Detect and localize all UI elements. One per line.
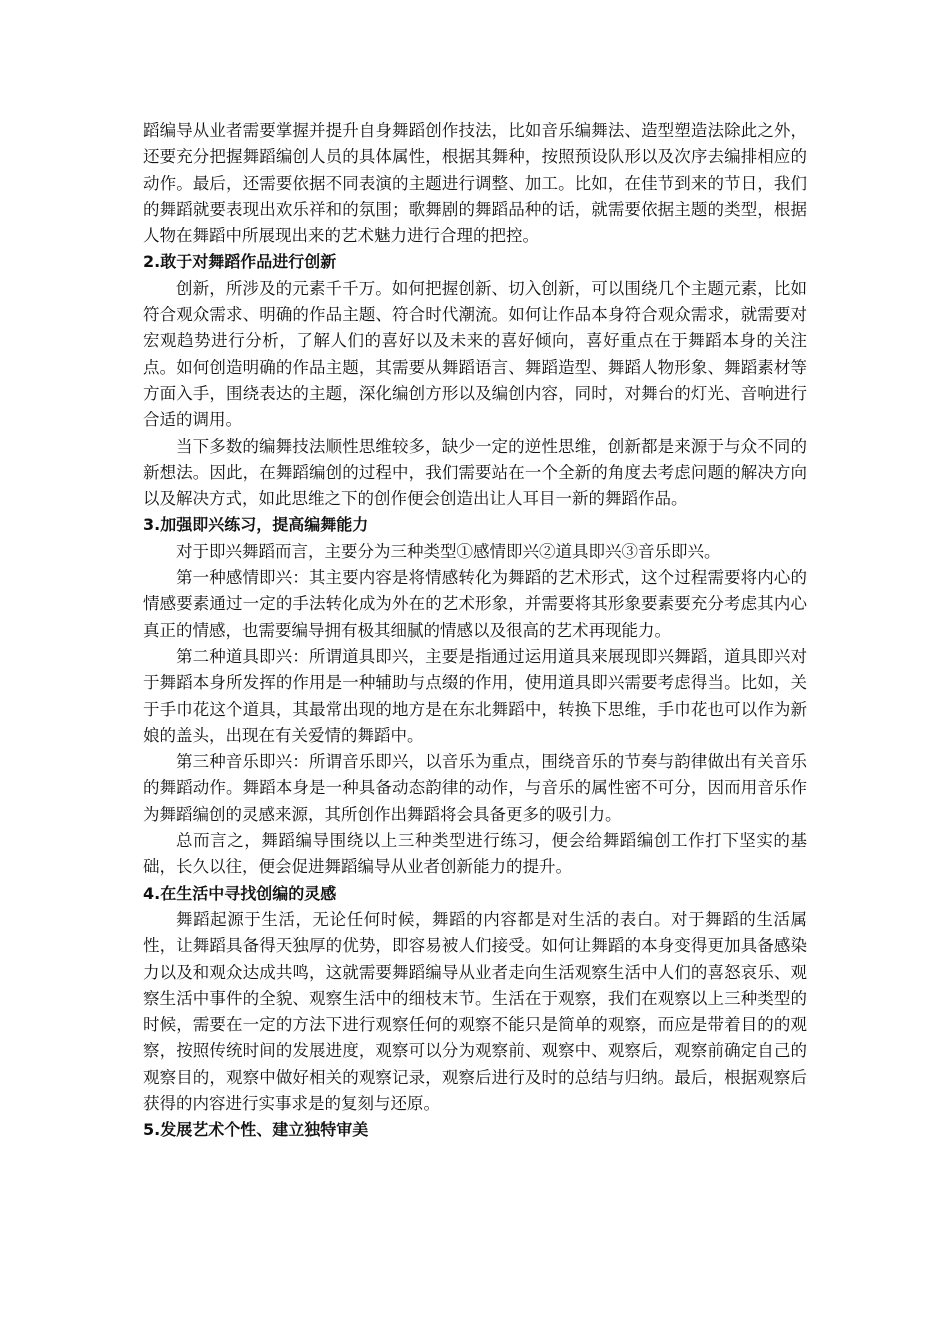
document-page (143, 118, 807, 1144)
body-paragraph: 第二种道具即兴：所谓道具即兴，主要是指通过运用道具来展现即兴舞蹈，道具即兴对于舞蹈本身所发挥的作用是一种辅助与点缀的作用，使用道具即兴需要考虑得当。比如，关于手巾花这个道具，其最常出现的地方是在东北舞蹈中，转换下思维，手巾花也可以作为新娘的盖头，出现在有关爱情的舞蹈中。 (143, 646, 807, 745)
body-paragraph: 当下多数的编舞技法顺性思维较多，缺少一定的逆性思维，创新都是来源于与众不同的新想法。因此，在舞蹈编创的过程中，我们需要站在一个全新的角度去考虑问题的解决方向以及解决方式，如此思维之下的创作便会创造出让人耳目一新的舞蹈作品。 (143, 436, 807, 509)
body-paragraph: 舞蹈起源于生活，无论任何时候，舞蹈的内容都是对生活的表白。对于舞蹈的生活属性，让舞蹈具备得天独厚的优势，即容易被人们接受。如何让舞蹈的本身变得更加具备感染力以及和观众达成共鸣，这就需要舞蹈编导从业者走向生活观察生活中人们的喜怒哀乐、观察生活中事件的全貌、观察生活中的细枝末节。生活在于观察，我们在观察以上三种类型的时候，需要在一定的方法下进行观察任何的观察不能只是简单的观察，而应是带着目的的观察，按照传统时间的发展进度，观察可以分为观察前、观察中、观察后，观察前确定自己的观察目的，观察中做好相关的观察记录，观察后进行及时的总结与归纳。最后，根据观察后获得的内容进行实事求是的复刻与还原。 (143, 909, 807, 1113)
section-heading: 3.加强即兴练习，提高编舞能力 (143, 515, 369, 535)
section-heading: 5.发展艺术个性、建立独特审美 (143, 1120, 369, 1140)
section-heading: 4.在生活中寻找创编的灵感 (143, 883, 337, 903)
section-heading: 2.敢于对舞蹈作品进行创新 (143, 252, 337, 272)
body-paragraph: 第三种音乐即兴：所谓音乐即兴，以音乐为重点，围绕音乐的节奏与韵律做出有关音乐的舞蹈动作。舞蹈本身是一种具备动态韵律的动作，与音乐的属性密不可分，因而用音乐作为舞蹈编创的灵感来源，其所创作出舞蹈将会具备更多的吸引力。 (143, 752, 807, 824)
body-paragraph: 对于即兴舞蹈而言，主要分为三种类型①感情即兴②道具即兴③音乐即兴。 (176, 541, 721, 561)
body-paragraph: 蹈编导从业者需要掌握并提升自身舞蹈创作技法，比如音乐编舞法、造型塑造法除此之外，还要充分把握舞蹈编创人员的具体属性，根据其舞种，按照预设队形以及次序去编排相应的动作。最后，还需要依据不同表演的主题进行调整、加工。比如，在佳节到来的节日，我们的舞蹈就要表现出欢乐祥和的氛围；歌舞剧的舞蹈品种的话，就需要依据主题的类型，根据人物在舞蹈中所展现出来的艺术魅力进行合理的把控。 (143, 121, 807, 246)
body-paragraph: 总而言之，舞蹈编导围绕以上三种类型进行练习，便会给舞蹈编创工作打下坚实的基础，长久以往，便会促进舞蹈编导从业者创新能力的提升。 (143, 831, 807, 877)
body-paragraph: 创新，所涉及的元素千千万。如何把握创新、切入创新，可以围绕几个主题元素，比如符合观众需求、明确的作品主题、符合时代潮流。如何让作品本身符合观众需求，就需要对宏观趋势进行分析，了解人们的喜好以及未来的喜好倾向，喜好重点在于舞蹈本身的关注点。如何创造明确的作品主题，其需要从舞蹈语言、舞蹈造型、舞蹈人物形象、舞蹈素材等方面入手，围绕表达的主题，深化编创方形以及编创内容，同时，对舞台的灯光、音响进行合适的调用。 (143, 278, 807, 430)
body-paragraph: 第一种感情即兴：其主要内容是将情感转化为舞蹈的艺术形式，这个过程需要将内心的情感要素通过一定的手法转化成为外在的艺术形象，并需要将其形象要素要充分考虑其内心真正的情感，也需要编导拥有极其细腻的情感以及很高的艺术再现能力。 (143, 568, 807, 640)
